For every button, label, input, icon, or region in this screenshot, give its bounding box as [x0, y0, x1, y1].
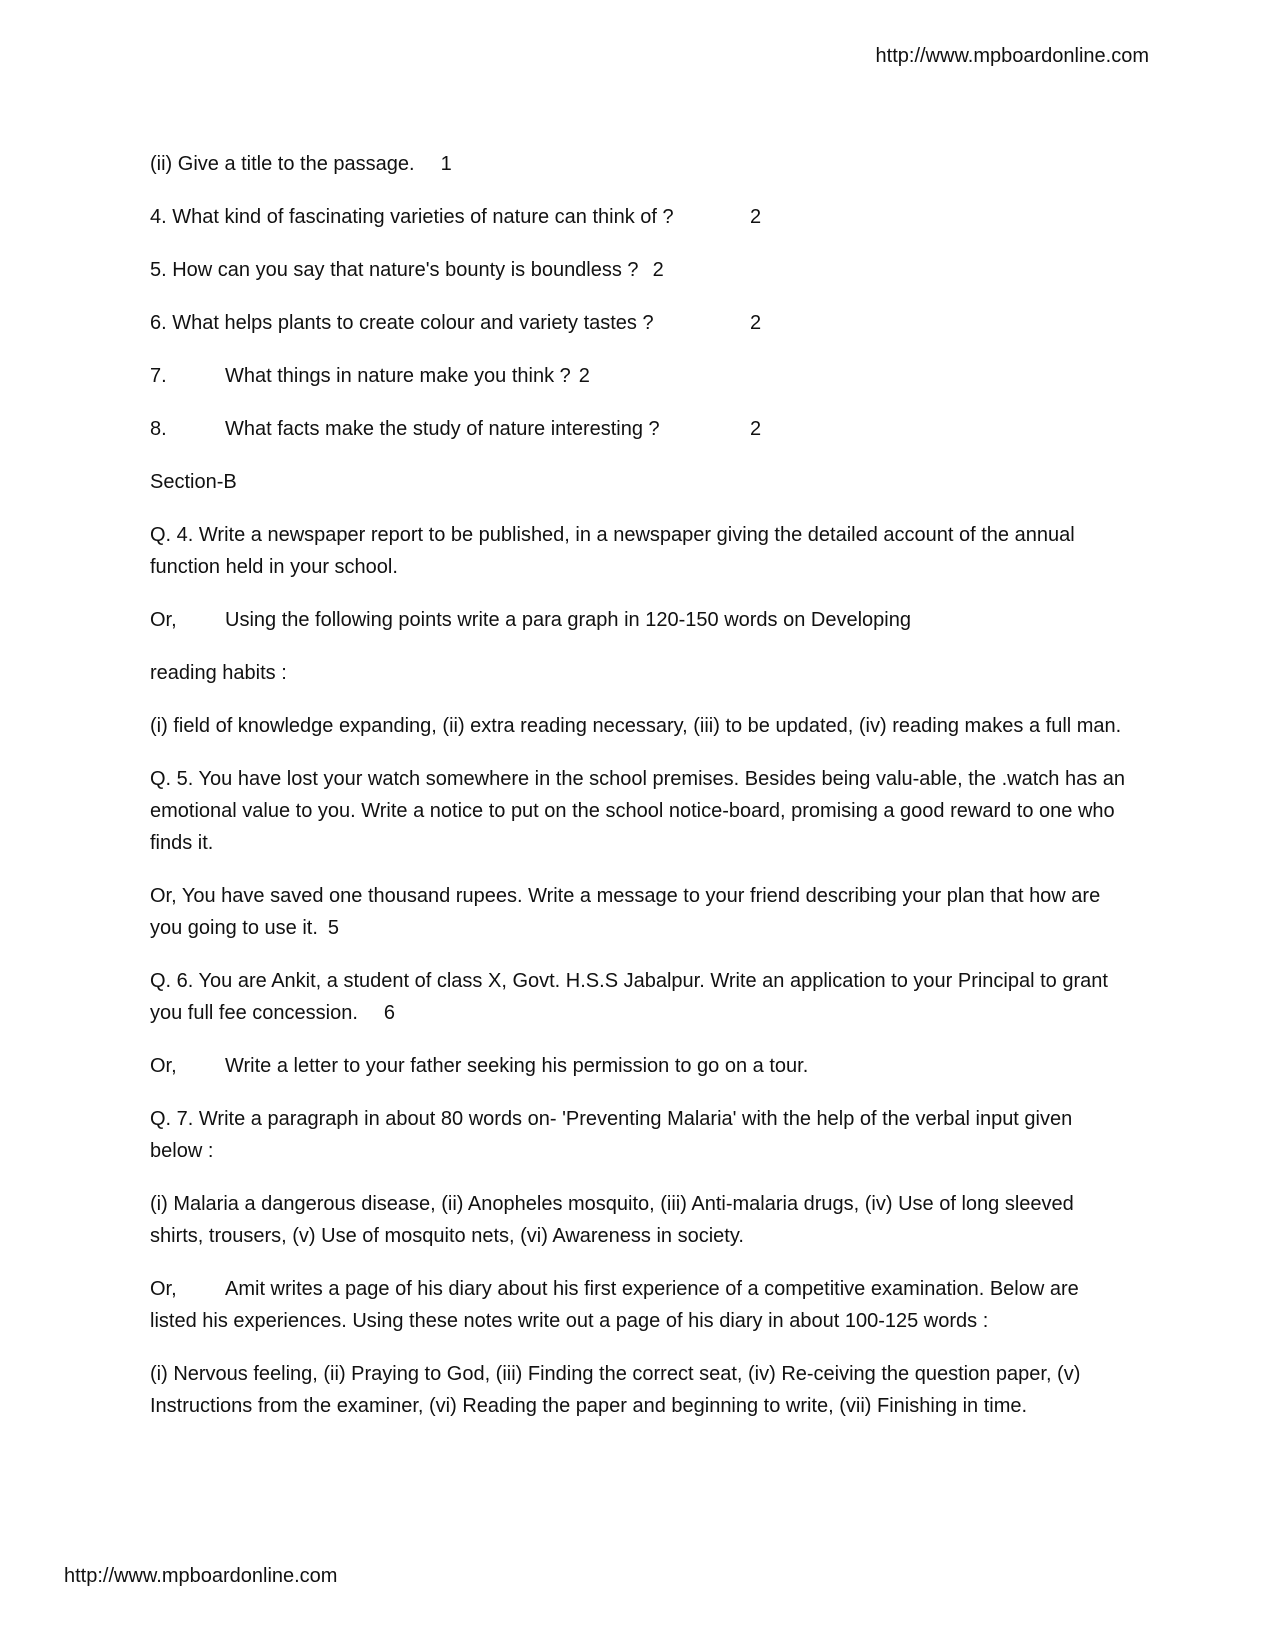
question-6 — [150, 307, 1125, 339]
q5-or-option — [150, 880, 1125, 944]
question-marks: 2 — [750, 206, 762, 228]
q6-application — [150, 965, 1125, 1029]
question-text: Q. 6. You are Ankit, a student of class X, Govt. H.S.S Jabalpur. Write an application to your Principal to grant you full fee concession. — [150, 970, 1108, 1024]
question-text: 5. How can you say that nature's bounty is boundless ? — [150, 259, 639, 281]
q6-or-option — [150, 1050, 1125, 1082]
q4-or-option — [150, 604, 1125, 636]
question-marks: 2 — [578, 365, 590, 387]
question-marks: 5 — [327, 917, 340, 939]
section-b-heading: Section-B — [150, 471, 237, 493]
or-label: Or, — [150, 1278, 177, 1300]
q4-points: (i) field of knowledge expanding, (ii) extra reading necessary, (iii) to be updated, (iv) reading makes a full man. — [150, 715, 1122, 737]
q7-or-points: (i) Nervous feeling, (ii) Praying to God, (iii) Finding the correct seat, (iv) Re-ceiving the question paper, (v) Instructions from the examiner, (vi) Reading the paper and beginning to write, (vii) Finishing in time. — [150, 1363, 1081, 1417]
question-number: 7. — [150, 365, 167, 387]
question-7 — [150, 360, 1125, 392]
question-marks: 2 — [750, 312, 762, 334]
question-number: 8. — [150, 418, 167, 440]
question-text: 6. What helps plants to create colour and variety tastes ? — [150, 312, 654, 334]
or-label: Or, — [150, 609, 177, 631]
or-text: Or, You have saved one thousand rupees. Write a message to your friend describing your plan that how are you going to use it. — [150, 885, 1101, 939]
question-marks: 6 — [383, 1002, 396, 1024]
question-paper-body — [150, 148, 1125, 1422]
q7-or-option — [150, 1273, 1125, 1337]
q4-newspaper-report: Q. 4. Write a newspaper report to be published, in a newspaper giving the detailed account of the annual function held in your school. — [150, 524, 1075, 578]
question-text: What things in nature make you think ? — [225, 365, 571, 387]
q5-notice: Q. 5. You have lost your watch somewhere in the school premises. Besides being valu-able, the .watch has an emotional value to you. Write a notice to put on the school notice-board, promising a good reward to one who finds it. — [150, 768, 1125, 854]
question-text: (ii) Give a title to the passage. — [150, 153, 415, 175]
header-url[interactable]: http://www.mpboardonline.com — [875, 45, 1149, 67]
question-marks: 2 — [750, 418, 762, 440]
question-marks: 1 — [440, 153, 452, 175]
or-text: Write a letter to your father seeking his permission to go on a tour. — [225, 1055, 809, 1077]
question-4 — [150, 201, 1125, 233]
question-8 — [150, 413, 1125, 445]
or-text: Using the following points write a para graph in 120-150 words on Developing — [225, 609, 911, 631]
question-text: What facts make the study of nature interesting ? — [225, 418, 660, 440]
or-text: Amit writes a page of his diary about his first experience of a competitive examination. Below are listed his experiences. Using these notes write out a page of his diary in about 100-125 words : — [150, 1278, 1079, 1332]
question-text: 4. What kind of fascinating varieties of nature can think of ? — [150, 206, 674, 228]
q7-paragraph: Q. 7. Write a paragraph in about 80 words on- 'Preventing Malaria' with the help of the verbal input given below : — [150, 1108, 1073, 1162]
question-5 — [150, 254, 1125, 286]
question-ii — [150, 148, 1125, 180]
q7-points: (i) Malaria a dangerous disease, (ii) Anopheles mosquito, (iii) Anti-malaria drugs, (iv) Use of long sleeved shirts, trousers, (v) Use of mosquito nets, (vi) Awareness in society. — [150, 1193, 1074, 1247]
footer-url[interactable]: http://www.mpboardonline.com — [64, 1565, 338, 1587]
q4-or-continuation: reading habits : — [150, 662, 287, 684]
question-marks: 2 — [652, 259, 664, 281]
or-label: Or, — [150, 1055, 177, 1077]
